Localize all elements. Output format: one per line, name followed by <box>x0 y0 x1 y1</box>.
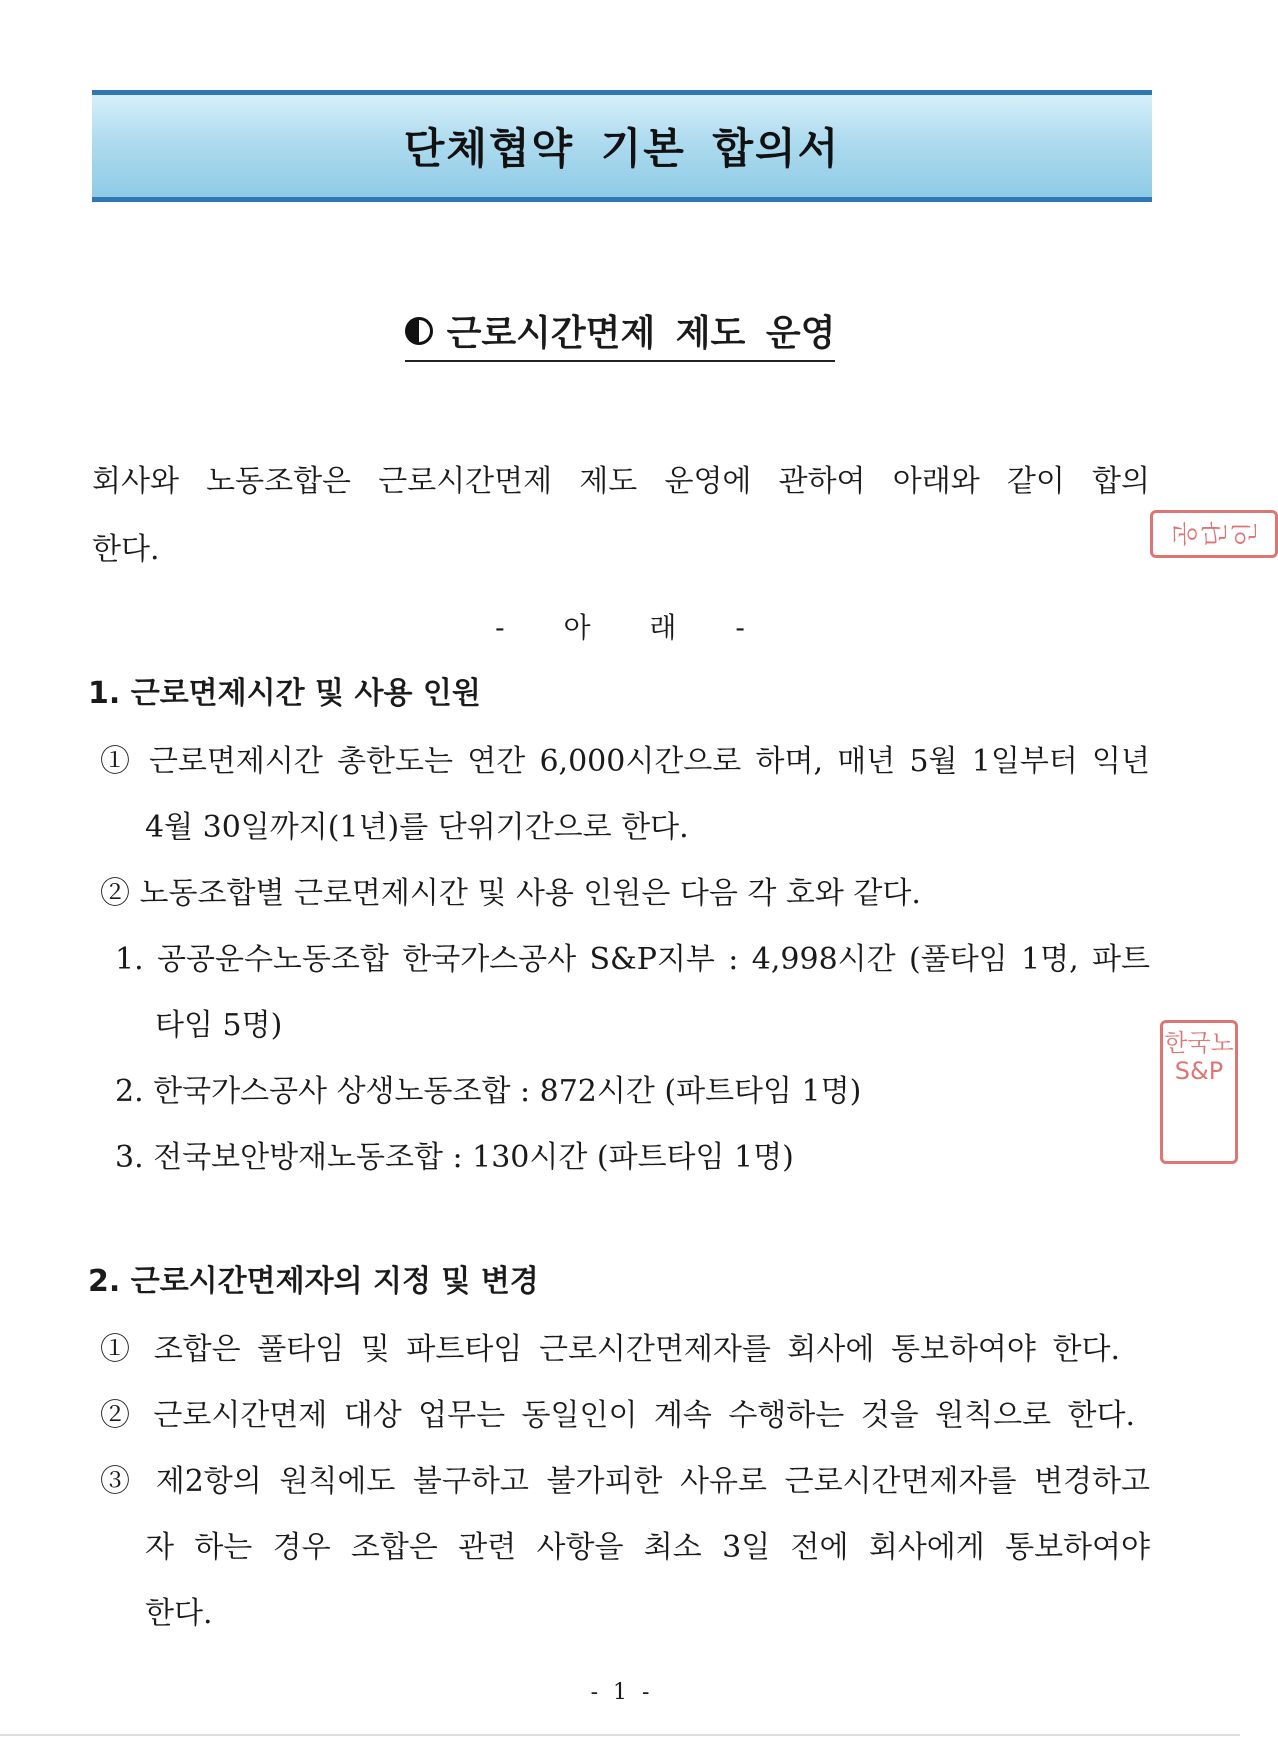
center-mark: - 아 래 - <box>495 611 745 644</box>
title-banner <box>92 90 1152 202</box>
item-1-para-1-line-2: 4월 30일까지(1년)를 단위기간으로 한다. <box>145 810 689 845</box>
red-seal-stamp-1: 공단인 <box>1150 510 1278 558</box>
document-title: 단체협약 기본 합의서 <box>403 124 841 173</box>
half-circle-icon <box>405 317 433 345</box>
item-1-sub-1-line-1: 1. 공공운수노동조합 한국가스공사 S&P지부 : 4,998시간 (풀타임 1명, 파트 <box>115 942 1150 977</box>
red-seal-stamp-2: 한국노 S&P <box>1160 1020 1238 1164</box>
item-2-para-2: ② 근로시간면제 대상 업무는 동일인이 계속 수행하는 것을 원칙으로 한다. <box>100 1398 1135 1433</box>
item-2-para-3-line-2: 자 하는 경우 조합은 관련 사항을 최소 3일 전에 회사에게 통보하여야 <box>145 1530 1150 1565</box>
item-1-heading: 1. 근로면제시간 및 사용 인원 <box>88 676 481 711</box>
intro-line-1: 회사와 노동조합은 근로시간면제 제도 운영에 관하여 아래와 같이 합의 <box>92 464 1150 499</box>
item-2-para-3-line-1: ③ 제2항의 원칙에도 불구하고 불가피한 사유로 근로시간면제자를 변경하고 <box>100 1464 1150 1499</box>
item-1-para-2: ② 노동조합별 근로면제시간 및 사용 인원은 다음 각 호와 같다. <box>100 876 921 911</box>
bottom-rule <box>0 1734 1240 1736</box>
item-1-sub-1-line-2: 타임 5명) <box>155 1008 283 1043</box>
item-1-sub-2: 2. 한국가스공사 상생노동조합 : 872시간 (파트타임 1명) <box>115 1074 862 1109</box>
item-2-para-1: ① 조합은 풀타임 및 파트타임 근로시간면제자를 회사에 통보하여야 한다. <box>100 1332 1120 1367</box>
page-number: - 1 - <box>590 1680 650 1705</box>
item-1-para-1-line-1: ① 근로면제시간 총한도는 연간 6,000시간으로 하며, 매년 5월 1일부터 익년 <box>100 744 1150 779</box>
item-2-para-3-line-3: 한다. <box>145 1596 213 1631</box>
intro-line-2: 한다. <box>92 532 160 567</box>
item-1-sub-3: 3. 전국보안방재노동조합 : 130시간 (파트타임 1명) <box>115 1140 794 1175</box>
item-2-heading: 2. 근로시간면제자의 지정 및 변경 <box>88 1264 539 1299</box>
section-title <box>0 305 1240 362</box>
section-title-text: 근로시간면제 제도 운영 <box>446 313 836 354</box>
